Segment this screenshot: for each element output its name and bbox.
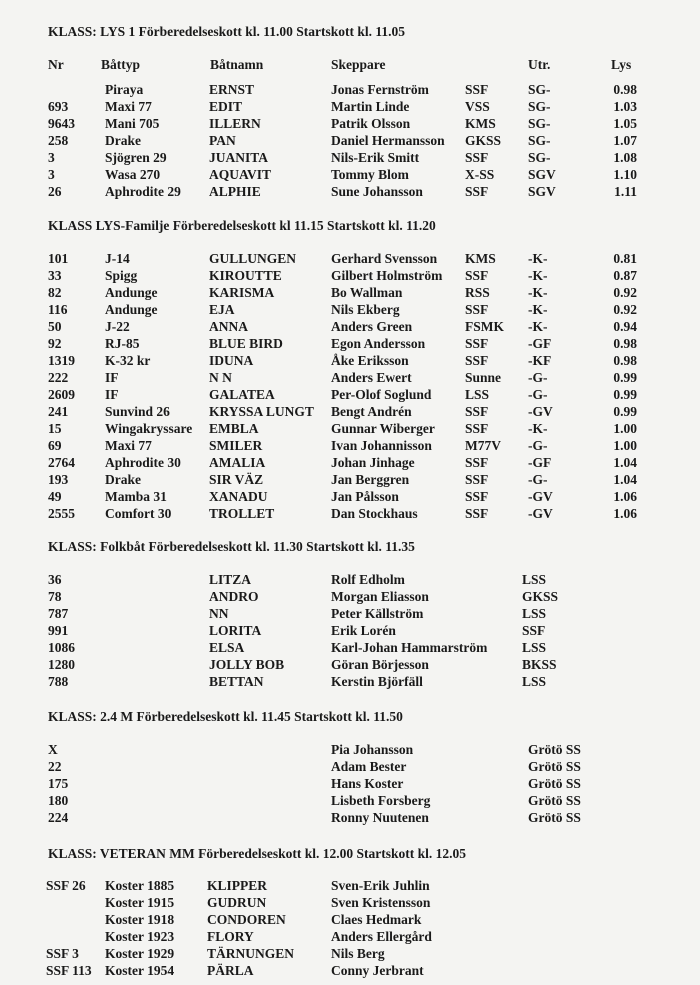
cell-skeppare: Bo Wallman [331, 285, 403, 300]
table-row [0, 759, 700, 776]
cell-lys: 1.06 [613, 506, 637, 521]
cell-klubb: GKSS [522, 589, 559, 604]
cell-namn: IDUNA [209, 353, 254, 368]
cell-klubb: SSF [465, 506, 489, 521]
cell-lys: 1.04 [613, 455, 637, 470]
cell-utr: SGV [528, 184, 556, 199]
folkbat-heading: KLASS: Folkbåt Förberedelseskott kl. 11.30 Startskott kl. 11.35 [48, 539, 415, 554]
cell-namn: TÄRNUNGEN [207, 946, 295, 961]
cell-namn: ANNA [209, 319, 248, 334]
cell-klubb: Grötö SS [528, 759, 581, 774]
cell-namn: CONDOREN [207, 912, 286, 927]
cell-typ: Maxi 77 [105, 438, 152, 453]
cell-lys: 1.10 [613, 167, 637, 182]
cell-namn: LORITA [209, 623, 262, 638]
cell-lys: 0.92 [613, 285, 637, 300]
table-row [0, 810, 700, 827]
table-row [0, 251, 700, 268]
table-row [0, 285, 700, 302]
cell-utr: -GF [528, 455, 552, 470]
cell-klubb: FSMK [465, 319, 504, 334]
cell-lys: 0.94 [613, 319, 637, 334]
cell-nr: 82 [48, 285, 62, 300]
cell-nr: 2609 [48, 387, 75, 402]
cell-namn: KRYSSA LUNGT [209, 404, 314, 419]
cell-typ: J-14 [105, 251, 130, 266]
cell-klubb: SSF [465, 184, 489, 199]
cell-nr: 193 [48, 472, 69, 487]
cell-skeppare: Ivan Johannisson [331, 438, 432, 453]
cell-skeppare: Dan Stockhaus [331, 506, 418, 521]
table-row [0, 184, 700, 201]
cell-namn: KIROUTTE [209, 268, 282, 283]
cell-utr: -K- [528, 285, 548, 300]
cell-skeppare: Tommy Blom [331, 167, 409, 182]
cell-utr: -K- [528, 251, 548, 266]
cell-typ: Andunge [105, 302, 158, 317]
cell-skeppare: Anders Ewert [331, 370, 412, 385]
cell-lys: 0.98 [613, 82, 637, 97]
cell-skeppare: Jan Pålsson [331, 489, 399, 504]
cell-klubb: SSF [465, 353, 489, 368]
table-row [0, 336, 700, 353]
cell-typ: Sjögren 29 [105, 150, 167, 165]
cell-klubb: SSF [465, 489, 489, 504]
cell-nr: 33 [48, 268, 62, 283]
cell-typ: Mani 705 [105, 116, 160, 131]
cell-klubb: LSS [522, 572, 547, 587]
cell-namn: ILLERN [209, 116, 261, 131]
cell-klubb: Grötö SS [528, 742, 581, 757]
cell-skeppare: Gunnar Wiberger [331, 421, 435, 436]
table-row [0, 589, 700, 606]
cell-namn: NN [209, 606, 229, 621]
cell-nr: 15 [48, 421, 62, 436]
cell-klubb: KMS [465, 251, 496, 266]
table-row [0, 370, 700, 387]
cell-utr: -KF [528, 353, 552, 368]
cell-klubb: LSS [465, 387, 490, 402]
col-skeppare: Skeppare [331, 57, 386, 72]
table-row [0, 606, 700, 623]
cell-typ: Koster 1915 [105, 895, 175, 910]
table-row [0, 640, 700, 657]
table-row [0, 150, 700, 167]
cell-nr: 175 [48, 776, 69, 791]
col-batnamn: Båtnamn [210, 57, 264, 72]
cell-namn: XANADU [209, 489, 268, 504]
cell-klubb: RSS [465, 285, 490, 300]
cell-typ: Piraya [105, 82, 144, 97]
table-row [0, 946, 700, 963]
table-row [0, 82, 700, 99]
cell-nr: 2764 [48, 455, 75, 470]
cell-lys: 1.07 [613, 133, 637, 148]
cell-klubb: BKSS [522, 657, 557, 672]
cell-namn: ERNST [209, 82, 255, 97]
cell-nr: X [48, 742, 58, 757]
cell-namn: FLORY [207, 929, 254, 944]
cell-typ: Comfort 30 [105, 506, 172, 521]
lys1-heading: KLASS: LYS 1 Förberedelseskott kl. 11.00 Startskott kl. 11.05 [48, 24, 406, 39]
table-row [0, 319, 700, 336]
cell-skeppare: Erik Lorén [331, 623, 396, 638]
cell-skeppare: Claes Hedmark [331, 912, 422, 927]
cell-typ: Drake [105, 472, 141, 487]
cell-skeppare: Daniel Hermansson [331, 133, 445, 148]
cell-namn: EMBLA [209, 421, 259, 436]
cell-skeppare: Göran Börjesson [331, 657, 429, 672]
cell-nr: 991 [48, 623, 69, 638]
cell-typ: Drake [105, 133, 141, 148]
cell-namn: EJA [209, 302, 235, 317]
cell-typ: Koster 1929 [105, 946, 175, 961]
cell-klubb: KMS [465, 116, 496, 131]
cell-skeppare: Kerstin Björfäll [331, 674, 423, 689]
cell-skeppare: Hans Koster [331, 776, 404, 791]
table-row [0, 489, 700, 506]
cell-utr: -GF [528, 336, 552, 351]
cell-namn: AMALIA [209, 455, 266, 470]
table-row [0, 387, 700, 404]
cell-utr: -K- [528, 421, 548, 436]
cell-nr: 241 [48, 404, 69, 419]
table-row [0, 793, 700, 810]
table-row [0, 404, 700, 421]
table-row [0, 776, 700, 793]
cell-utr: -K- [528, 268, 548, 283]
cell-lys: 0.99 [613, 387, 637, 402]
cell-nr: 224 [48, 810, 69, 825]
cell-namn: GALATEA [209, 387, 275, 402]
cell-skeppare: Karl-Johan Hammarström [331, 640, 488, 655]
col-nr: Nr [48, 57, 64, 72]
cell-skeppare: Johan Jinhage [331, 455, 415, 470]
cell-nr: SSF 26 [46, 878, 86, 893]
cell-klubb: SSF [465, 150, 489, 165]
cell-namn: JUANITA [209, 150, 269, 165]
cell-nr: SSF 3 [46, 946, 79, 961]
cell-klubb: Sunne [465, 370, 502, 385]
cell-typ: Koster 1918 [105, 912, 175, 927]
cell-typ: IF [105, 387, 119, 402]
table-row [0, 421, 700, 438]
cell-lys: 0.87 [613, 268, 637, 283]
cell-klubb: SSF [465, 455, 489, 470]
cell-skeppare: Patrik Olsson [331, 116, 411, 131]
cell-typ: J-22 [105, 319, 130, 334]
cell-skeppare: Peter Källström [331, 606, 424, 621]
cell-nr: 26 [48, 184, 62, 199]
cell-skeppare: Bengt Andrén [331, 404, 412, 419]
cell-nr: 3 [48, 150, 55, 165]
table-row [0, 268, 700, 285]
cell-skeppare: Nils Ekberg [331, 302, 400, 317]
cell-skeppare: Lisbeth Forsberg [331, 793, 431, 808]
table-row [0, 455, 700, 472]
cell-typ: Aphrodite 30 [105, 455, 181, 470]
cell-typ: Wingakryssare [105, 421, 193, 436]
familj-heading: KLASS LYS-Familje Förberedelseskott kl 11.15 Startskott kl. 11.20 [48, 218, 436, 233]
cell-skeppare: Ronny Nuutenen [331, 810, 429, 825]
cell-nr: 258 [48, 133, 69, 148]
cell-klubb: SSF [465, 472, 489, 487]
cell-nr: 693 [48, 99, 69, 114]
cell-skeppare: Jan Berggren [331, 472, 410, 487]
cell-namn: SMILER [209, 438, 263, 453]
cell-namn: ELSA [209, 640, 245, 655]
cell-utr: -G- [528, 438, 548, 453]
cell-namn: SIR VÄZ [209, 472, 264, 487]
table-row [0, 929, 700, 946]
cell-utr: -GV [528, 489, 553, 504]
cell-utr: -K- [528, 319, 548, 334]
cell-nr: 9643 [48, 116, 75, 131]
cell-nr: 788 [48, 674, 69, 689]
cell-utr: SGV [528, 167, 556, 182]
cell-lys: 1.11 [614, 184, 637, 199]
cell-typ: Koster 1954 [105, 963, 175, 978]
cell-skeppare: Egon Andersson [331, 336, 426, 351]
cell-lys: 1.00 [613, 438, 637, 453]
table-row [0, 674, 700, 691]
cell-nr: 1319 [48, 353, 75, 368]
cell-skeppare: Sven Kristensson [331, 895, 431, 910]
cell-namn: JOLLY BOB [209, 657, 285, 672]
table-row [0, 133, 700, 150]
cell-skeppare: Pia Johansson [331, 742, 414, 757]
cell-utr: SG- [528, 116, 551, 131]
cell-namn: GULLUNGEN [209, 251, 297, 266]
cell-klubb: SSF [522, 623, 546, 638]
cell-nr: 2555 [48, 506, 75, 521]
table-row [0, 963, 700, 980]
cell-namn: LITZA [209, 572, 252, 587]
table-row [0, 302, 700, 319]
cell-nr: 101 [48, 251, 69, 266]
cell-namn: BLUE BIRD [209, 336, 283, 351]
cell-skeppare: Adam Bester [331, 759, 407, 774]
cell-lys: 0.98 [613, 353, 637, 368]
cell-klubb: SSF [465, 82, 489, 97]
cell-namn: BETTAN [209, 674, 264, 689]
table-row [0, 438, 700, 455]
cell-typ: IF [105, 370, 119, 385]
cell-lys: 0.81 [613, 251, 637, 266]
cell-typ: Wasa 270 [105, 167, 161, 182]
m24-heading: KLASS: 2.4 M Förberedelseskott kl. 11.45 Startskott kl. 11.50 [48, 709, 403, 724]
cell-lys: 1.06 [613, 489, 637, 504]
cell-utr: SG- [528, 150, 551, 165]
cell-skeppare: Gerhard Svensson [331, 251, 438, 266]
cell-typ: Koster 1885 [105, 878, 175, 893]
cell-klubb: SSF [465, 421, 489, 436]
cell-skeppare: Gilbert Holmström [331, 268, 443, 283]
cell-klubb: Grötö SS [528, 810, 581, 825]
cell-namn: KLIPPER [207, 878, 268, 893]
table-row [0, 623, 700, 640]
table-row [0, 353, 700, 370]
table-row [0, 99, 700, 116]
cell-namn: ANDRO [209, 589, 259, 604]
cell-namn: KARISMA [209, 285, 275, 300]
cell-namn: EDIT [209, 99, 243, 114]
cell-klubb: Grötö SS [528, 776, 581, 791]
cell-lys: 1.04 [613, 472, 637, 487]
cell-klubb: LSS [522, 640, 547, 655]
cell-namn: ALPHIE [209, 184, 261, 199]
cell-klubb: SSF [465, 268, 489, 283]
col-lys: Lys [611, 57, 632, 72]
cell-nr: SSF 113 [46, 963, 92, 978]
cell-utr: -GV [528, 404, 553, 419]
table-row [0, 572, 700, 589]
table-row [0, 472, 700, 489]
cell-nr: 22 [48, 759, 62, 774]
cell-nr: 180 [48, 793, 69, 808]
cell-skeppare: Sven-Erik Juhlin [331, 878, 430, 893]
cell-utr: SG- [528, 99, 551, 114]
table-row [0, 895, 700, 912]
cell-skeppare: Nils Berg [331, 946, 385, 961]
cell-utr: SG- [528, 133, 551, 148]
cell-utr: -G- [528, 370, 548, 385]
cell-nr: 3 [48, 167, 55, 182]
cell-lys: 0.99 [613, 404, 637, 419]
cell-typ: Spigg [105, 268, 138, 283]
cell-klubb: LSS [522, 606, 547, 621]
cell-lys: 1.00 [613, 421, 637, 436]
cell-typ: Koster 1923 [105, 929, 175, 944]
cell-skeppare: Åke Eriksson [331, 353, 409, 368]
cell-klubb: SSF [465, 302, 489, 317]
cell-lys: 0.99 [613, 370, 637, 385]
cell-utr: -G- [528, 387, 548, 402]
cell-namn: GUDRUN [207, 895, 267, 910]
cell-klubb: Grötö SS [528, 793, 581, 808]
cell-nr: 1086 [48, 640, 75, 655]
col-utr: Utr. [528, 57, 551, 72]
table-row [0, 116, 700, 133]
cell-typ: Maxi 77 [105, 99, 152, 114]
cell-klubb: X-SS [465, 167, 495, 182]
cell-skeppare: Nils-Erik Smitt [331, 150, 420, 165]
cell-typ: Sunvind 26 [105, 404, 170, 419]
cell-nr: 787 [48, 606, 69, 621]
cell-lys: 1.03 [613, 99, 637, 114]
cell-typ: K-32 kr [105, 353, 151, 368]
veteran-heading: KLASS: VETERAN MM Förberedelseskott kl. 12.00 Startskott kl. 12.05 [48, 846, 467, 861]
cell-klubb: SSF [465, 336, 489, 351]
cell-nr: 50 [48, 319, 62, 334]
cell-utr: -GV [528, 506, 553, 521]
cell-typ: Aphrodite 29 [105, 184, 181, 199]
cell-lys: 1.05 [613, 116, 637, 131]
cell-skeppare: Sune Johansson [331, 184, 423, 199]
cell-klubb: GKSS [465, 133, 502, 148]
cell-nr: 69 [48, 438, 62, 453]
table-row [0, 912, 700, 929]
cell-typ: Mamba 31 [105, 489, 167, 504]
table-row [0, 878, 700, 895]
cell-skeppare: Anders Ellergård [331, 929, 432, 944]
cell-nr: 36 [48, 572, 62, 587]
cell-nr: 49 [48, 489, 62, 504]
cell-utr: -K- [528, 302, 548, 317]
cell-namn: PÄRLA [207, 963, 254, 978]
table-row [0, 657, 700, 674]
cell-lys: 0.98 [613, 336, 637, 351]
cell-skeppare: Martin Linde [331, 99, 410, 114]
table-row [0, 742, 700, 759]
cell-typ: Andunge [105, 285, 158, 300]
cell-nr: 78 [48, 589, 62, 604]
cell-skeppare: Per-Olof Soglund [331, 387, 432, 402]
cell-nr: 1280 [48, 657, 75, 672]
cell-namn: N N [209, 370, 232, 385]
cell-namn: PAN [209, 133, 236, 148]
table-row [0, 167, 700, 184]
cell-skeppare: Jonas Fernström [331, 82, 429, 97]
cell-skeppare: Conny Jerbrant [331, 963, 424, 978]
cell-lys: 1.08 [613, 150, 637, 165]
cell-skeppare: Rolf Edholm [331, 572, 405, 587]
cell-skeppare: Anders Green [331, 319, 413, 334]
cell-klubb: SSF [465, 404, 489, 419]
cell-nr: 222 [48, 370, 69, 385]
cell-klubb: M77V [465, 438, 501, 453]
cell-klubb: VSS [465, 99, 490, 114]
cell-namn: AQUAVIT [209, 167, 272, 182]
cell-utr: -G- [528, 472, 548, 487]
cell-skeppare: Morgan Eliasson [331, 589, 429, 604]
cell-namn: TROLLET [209, 506, 275, 521]
cell-lys: 0.92 [613, 302, 637, 317]
cell-nr: 116 [48, 302, 68, 317]
cell-klubb: LSS [522, 674, 547, 689]
cell-typ: RJ-85 [105, 336, 140, 351]
col-battyp: Båttyp [101, 57, 141, 72]
cell-utr: SG- [528, 82, 551, 97]
cell-nr: 92 [48, 336, 62, 351]
table-row [0, 506, 700, 523]
